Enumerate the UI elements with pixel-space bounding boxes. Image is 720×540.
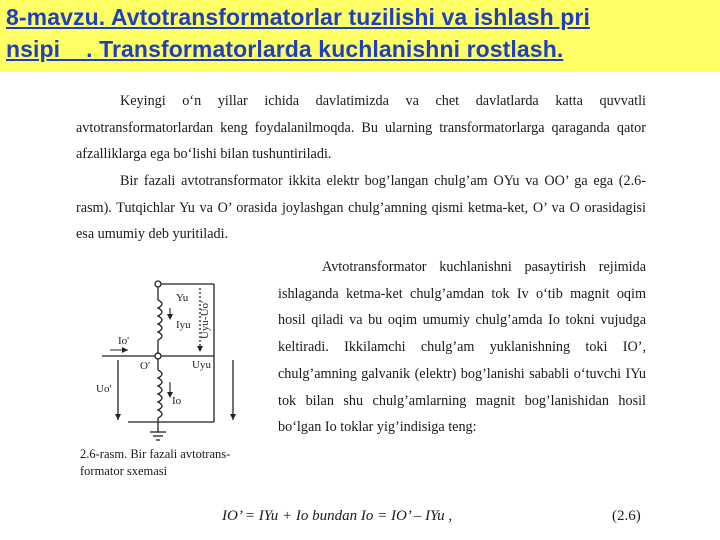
label-io-prime: Io' <box>118 335 130 347</box>
autotransformer-schematic <box>88 270 268 445</box>
title-line-2: nsipi . Transformatorlarda kuchlanishni rostlash. <box>6 36 564 62</box>
label-o-prime: O' <box>140 360 150 372</box>
paragraph-intro: Keyingi o‘n yillar ichida davlatimizda va chet davlatlarda katta quvvatli avtotransformatorlardan keng foydalanilmoqda. Bu ularning transformatorlarga qaraganda qator afzalliklarga ega bo‘lishi bilan tushuntiriladi. <box>76 93 646 163</box>
title-banner <box>0 0 720 72</box>
paragraph-windings: Bir fazali avtotransformator ikkita elektr bog’langan chulg’am OYu va OO’ ga ega (2.6-rasm). Tutqichlar Yu va O’ orasida joylashgan chulg’amning qismi ketma-ket, O’ va O orasidagisi esa umumiy deb yuritiladi. <box>76 173 646 243</box>
terminal-yu <box>155 281 161 287</box>
series-winding <box>158 300 162 340</box>
equation-2-6: IO’ = IYu + Io bundan Io = IO’ – IYu , <box>222 508 453 524</box>
label-uo-prime: Uo' <box>96 383 112 395</box>
label-uyu-uo: Uyu-Uo' <box>199 300 211 340</box>
figure-caption: 2.6-rasm. Bir fazali avtotrans-formator sxemasi <box>80 447 231 478</box>
label-yu: Yu <box>176 292 189 304</box>
label-uyu: Uyu <box>192 359 211 371</box>
label-iyu: Iyu <box>176 319 191 331</box>
title-line-1: 8-mavzu. Avtotransformatorlar tuzilishi va ishlash pri <box>6 4 590 30</box>
common-winding <box>158 370 162 418</box>
paragraph-step-down-mode: Avtotransformator kuchlanishni pasaytirish rejimida ishlaganda ketma-ket chulg’amdan tok Iv o‘tib magnit oqim hosil qiladi va bu oqim umumiy chulg’amda Io tokni vujudga keltiradi. Ikkilamchi chulg’am yuklanishning toki IO’, chulg’amning galvanik (elektr) bog’lanishi sababli o‘tuvchi IYu tok bilan shu chulg’amlarning magnit bog’lanishidan hosil bo‘lgan Io toklar yig’indisiga teng: <box>278 259 646 436</box>
equation-number: (2.6) <box>612 508 641 524</box>
label-io: Io <box>172 395 182 407</box>
